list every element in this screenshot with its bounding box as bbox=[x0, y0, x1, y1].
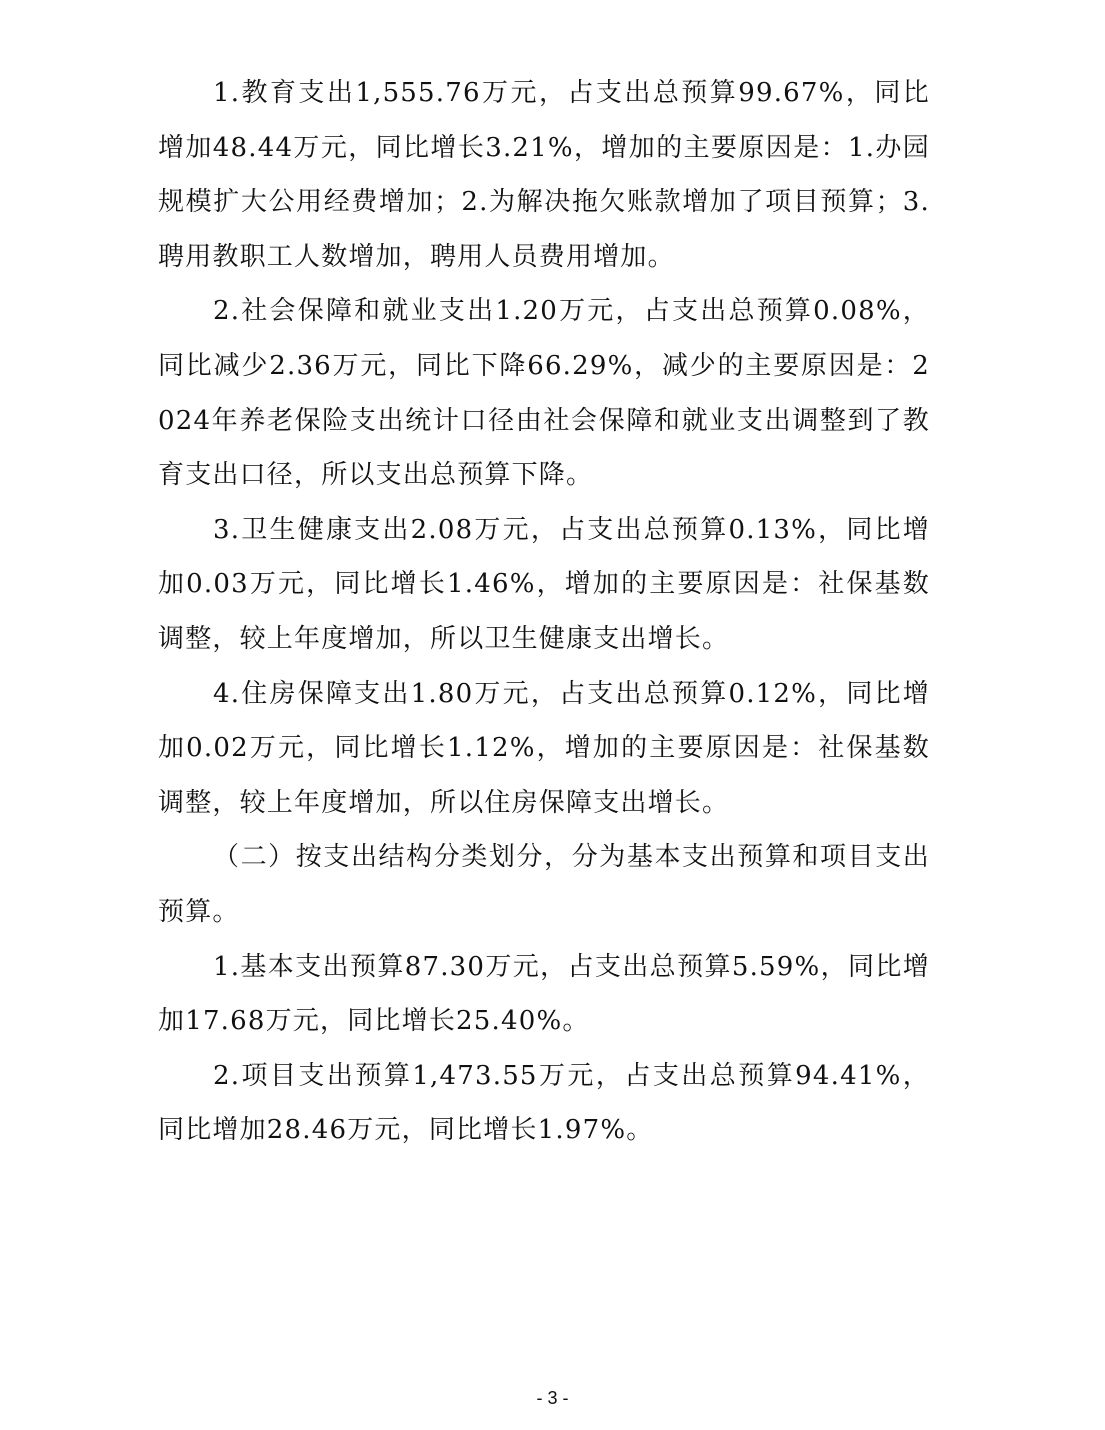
paragraph-health-expense: 3.卫生健康支出2.08万元，占支出总预算0.13%，同比增加0.03万元，同比增长1.46%，增加的主要原因是：社保基数调整，较上年度增加，所以卫生健康支出增长。 bbox=[158, 514, 930, 654]
paragraph-education-expense: 1.教育支出1,555.76万元，占支出总预算99.67%，同比增加48.44万元，同比增长3.21%，增加的主要原因是：1.办园规模扩大公用经费增加；2.为解决拖欠账款增加了项目预算；3.聘用教职工人数增加，聘用人员费用增加。 bbox=[158, 78, 930, 272]
paragraph-social-security-expense: 2.社会保障和就业支出1.20万元，占支出总预算0.08%，同比减少2.36万元，同比下降66.29%，减少的主要原因是：2024年养老保险支出统计口径由社会保障和就业支出调整到了教育支出口径，所以支出总预算下降。 bbox=[158, 296, 930, 491]
paragraph-basic-expense: 1.基本支出预算87.30万元，占支出总预算5.59%，同比增加17.68万元，同比增长25.40%。 bbox=[158, 951, 930, 1037]
paragraph-structure-section: （二）按支出结构分类划分，分为基本支出预算和项目支出预算。 bbox=[158, 842, 930, 927]
page-number: - 3 - bbox=[536, 1388, 569, 1408]
paragraph-housing-expense: 4.住房保障支出1.80万元，占支出总预算0.12%，同比增加0.02万元，同比增长1.12%，增加的主要原因是：社保基数调整，较上年度增加，所以住房保障支出增长。 bbox=[158, 678, 930, 818]
document-body bbox=[158, 66, 930, 1158]
paragraph-project-expense: 2.项目支出预算1,473.55万元，占支出总预算94.41%，同比增加28.46万元，同比增长1.97%。 bbox=[158, 1060, 930, 1146]
